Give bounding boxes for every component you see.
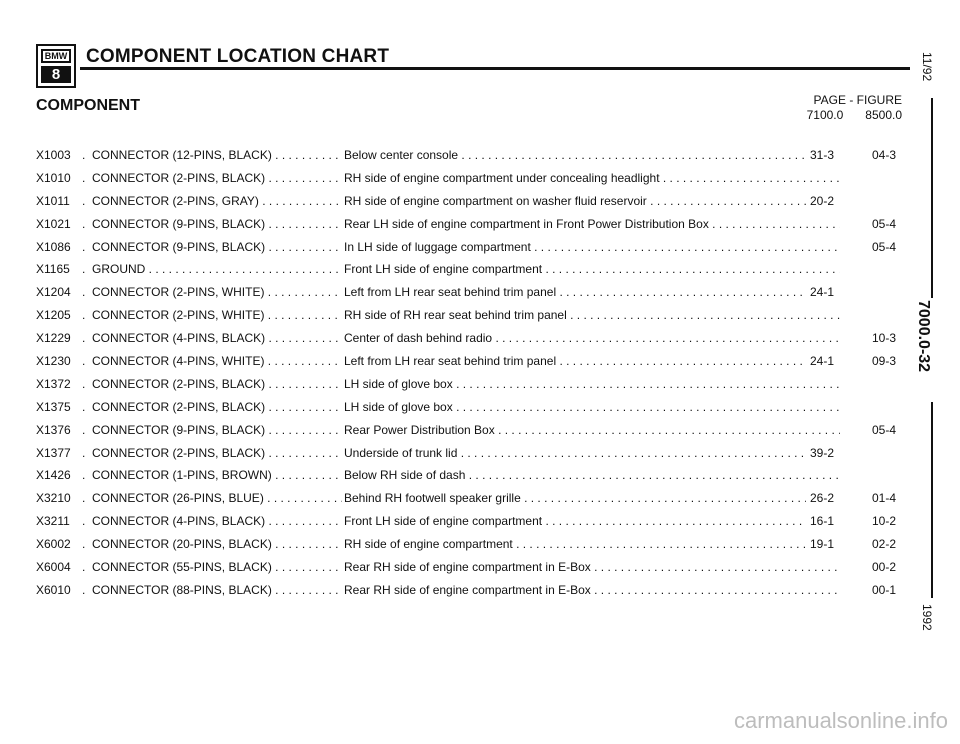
component-location: RH side of engine compartment on washer fluid reservoir . . . <box>344 194 840 208</box>
table-row <box>36 514 916 537</box>
separator-dot: . <box>82 560 86 575</box>
page-reference: 16-1 <box>806 514 858 528</box>
component-id: X1376 <box>36 422 71 437</box>
table-row <box>36 446 916 469</box>
component-name: CONNECTOR (1-PINS, BROWN) . . . <box>92 468 342 482</box>
separator-dot: . <box>82 354 86 369</box>
component-location: LH side of glove box . . . <box>344 400 840 414</box>
table-row <box>36 240 916 263</box>
component-name: GROUND . . . <box>92 262 342 276</box>
margin-rule-bottom <box>931 402 933 598</box>
component-location: Center of dash behind radio . . . <box>344 331 840 345</box>
page-reference: 26-2 <box>806 491 858 505</box>
component-id: X1205 <box>36 308 71 323</box>
figure-reference: 02-2 <box>872 537 897 552</box>
bmw-8-series-logo <box>36 44 76 88</box>
component-id: X1086 <box>36 239 71 254</box>
component-id: X1204 <box>36 285 71 300</box>
separator-dot: . <box>82 537 86 552</box>
page-reference: 39-2 <box>806 446 858 460</box>
component-location: Rear LH side of engine compartment in Front Power Distribution Box . . . <box>344 217 840 231</box>
logo-bmw-text: BMW <box>41 49 71 63</box>
component-location: RH side of engine compartment . . . <box>344 537 840 551</box>
figure-reference: 01-4 <box>872 491 897 506</box>
table-row <box>36 171 916 194</box>
component-location: Rear RH side of engine compartment in E-Box . . . <box>344 583 840 597</box>
separator-dot: . <box>82 491 86 506</box>
margin-date: 11/92 <box>920 52 934 82</box>
component-id: X6010 <box>36 582 71 597</box>
component-location: In LH side of luggage compartment . . . <box>344 240 840 254</box>
figure-reference: 00-2 <box>872 560 897 575</box>
component-location: Front LH side of engine compartment . . . <box>344 514 840 528</box>
component-location: Front LH side of engine compartment . . . <box>344 262 840 276</box>
component-id: X1426 <box>36 468 71 483</box>
component-id: X6004 <box>36 560 71 575</box>
separator-dot: . <box>82 514 86 529</box>
component-location: Below RH side of dash . . . <box>344 468 840 482</box>
component-name: CONNECTOR (2-PINS, BLACK) . . . <box>92 171 342 185</box>
component-id: X1372 <box>36 376 71 391</box>
component-name: CONNECTOR (4-PINS, BLACK) . . . <box>92 514 342 528</box>
component-name: CONNECTOR (2-PINS, BLACK) . . . <box>92 446 342 460</box>
table-row <box>36 377 916 400</box>
component-name: CONNECTOR (26-PINS, BLUE) . . . <box>92 491 342 505</box>
component-name: CONNECTOR (55-PINS, BLACK) . . . <box>92 560 342 574</box>
component-location: Left from LH rear seat behind trim panel . . . <box>344 354 840 368</box>
component-name: CONNECTOR (20-PINS, BLACK) . . . <box>92 537 342 551</box>
figure-reference: 10-3 <box>872 331 897 346</box>
figure-reference: 05-4 <box>872 422 897 437</box>
separator-dot: . <box>82 468 86 483</box>
separator-dot: . <box>82 262 86 277</box>
separator-dot: . <box>82 285 86 300</box>
table-row <box>36 537 916 560</box>
component-location: LH side of glove box . . . <box>344 377 840 391</box>
figure-reference: 10-2 <box>872 514 897 529</box>
component-id: X1021 <box>36 216 71 231</box>
separator-dot: . <box>82 170 86 185</box>
column-title-component: COMPONENT <box>36 97 140 114</box>
component-location: Rear RH side of engine compartment in E-Box . . . <box>344 560 840 574</box>
component-id: X1375 <box>36 399 71 414</box>
table-row <box>36 308 916 331</box>
component-name: CONNECTOR (4-PINS, WHITE) . . . <box>92 354 342 368</box>
page-reference: 24-1 <box>806 354 858 368</box>
component-name: CONNECTOR (4-PINS, BLACK) . . . <box>92 331 342 345</box>
margin-year: 1992 <box>920 604 934 631</box>
page-title: COMPONENT LOCATION CHART <box>86 46 390 67</box>
separator-dot: . <box>82 422 86 437</box>
page-figure-header <box>702 93 902 122</box>
component-id: X6002 <box>36 537 71 552</box>
separator-dot: . <box>82 148 86 162</box>
component-location: Rear Power Distribution Box . . . <box>344 423 840 437</box>
component-id: X1165 <box>36 262 70 277</box>
component-name: CONNECTOR (12-PINS, BLACK) . . . <box>92 148 342 162</box>
title-underline <box>80 67 910 70</box>
separator-dot: . <box>82 193 86 208</box>
component-location: Left from LH rear seat behind trim panel . . . <box>344 285 840 299</box>
component-id: X1010 <box>36 170 71 185</box>
table-row <box>36 148 916 171</box>
table-row <box>36 583 916 606</box>
component-name: CONNECTOR (2-PINS, BLACK) . . . <box>92 377 342 391</box>
component-location: Underside of trunk lid . . . <box>344 446 840 460</box>
page-reference: 24-1 <box>806 285 858 299</box>
component-name: CONNECTOR (2-PINS, BLACK) . . . <box>92 400 342 414</box>
table-row <box>36 468 916 491</box>
component-name: CONNECTOR (9-PINS, BLACK) . . . <box>92 240 342 254</box>
component-id: X1230 <box>36 354 71 369</box>
figure-reference: 00-1 <box>872 582 897 597</box>
separator-dot: . <box>82 239 86 254</box>
figure-reference: 05-4 <box>872 239 897 254</box>
table-row <box>36 491 916 514</box>
table-row <box>36 560 916 583</box>
figure-column-number: 8500.0 <box>865 108 902 122</box>
table-row <box>36 354 916 377</box>
table-row <box>36 331 916 354</box>
margin-page-number: 7000.0-32 <box>915 300 932 373</box>
component-id: X3210 <box>36 491 71 506</box>
separator-dot: . <box>82 216 86 231</box>
table-row <box>36 217 916 240</box>
component-location: Behind RH footwell speaker grille . . . <box>344 491 840 505</box>
component-list <box>36 148 916 606</box>
figure-reference: 05-4 <box>872 216 897 231</box>
table-row <box>36 400 916 423</box>
component-name: CONNECTOR (88-PINS, BLACK) . . . <box>92 583 342 597</box>
page-reference: 19-1 <box>806 537 858 551</box>
table-row <box>36 262 916 285</box>
component-location: Below center console . . . <box>344 148 840 162</box>
component-id: X1011 <box>36 193 70 208</box>
component-id: X3211 <box>36 514 70 529</box>
figure-reference: 04-3 <box>872 148 897 162</box>
page-figure-label: PAGE - FIGURE <box>813 93 902 107</box>
component-location: RH side of RH rear seat behind trim panel . . . <box>344 308 840 322</box>
component-name: CONNECTOR (9-PINS, BLACK) . . . <box>92 423 342 437</box>
separator-dot: . <box>82 376 86 391</box>
component-id: X1377 <box>36 445 71 460</box>
component-name: CONNECTOR (2-PINS, WHITE) . . . <box>92 308 342 322</box>
component-id: X1229 <box>36 331 71 346</box>
component-location: RH side of engine compartment under concealing headlight . . . <box>344 171 840 185</box>
table-row <box>36 423 916 446</box>
logo-series-number: 8 <box>41 66 71 83</box>
component-name: CONNECTOR (9-PINS, BLACK) . . . <box>92 217 342 231</box>
watermark: carmanualsonline.info <box>733 708 948 733</box>
component-id: X1003 <box>36 148 71 162</box>
margin-rule-top <box>931 98 933 298</box>
figure-reference: 09-3 <box>872 354 897 369</box>
page-reference: 20-2 <box>806 194 858 208</box>
table-row <box>36 285 916 308</box>
page-reference: 31-3 <box>806 148 858 162</box>
separator-dot: . <box>82 582 86 597</box>
separator-dot: . <box>82 308 86 323</box>
separator-dot: . <box>82 399 86 414</box>
component-name: CONNECTOR (2-PINS, GRAY) . . . <box>92 194 342 208</box>
component-name: CONNECTOR (2-PINS, WHITE) . . . <box>92 285 342 299</box>
separator-dot: . <box>82 445 86 460</box>
separator-dot: . <box>82 331 86 346</box>
page-column-number: 7100.0 <box>806 108 844 122</box>
table-row <box>36 194 916 217</box>
